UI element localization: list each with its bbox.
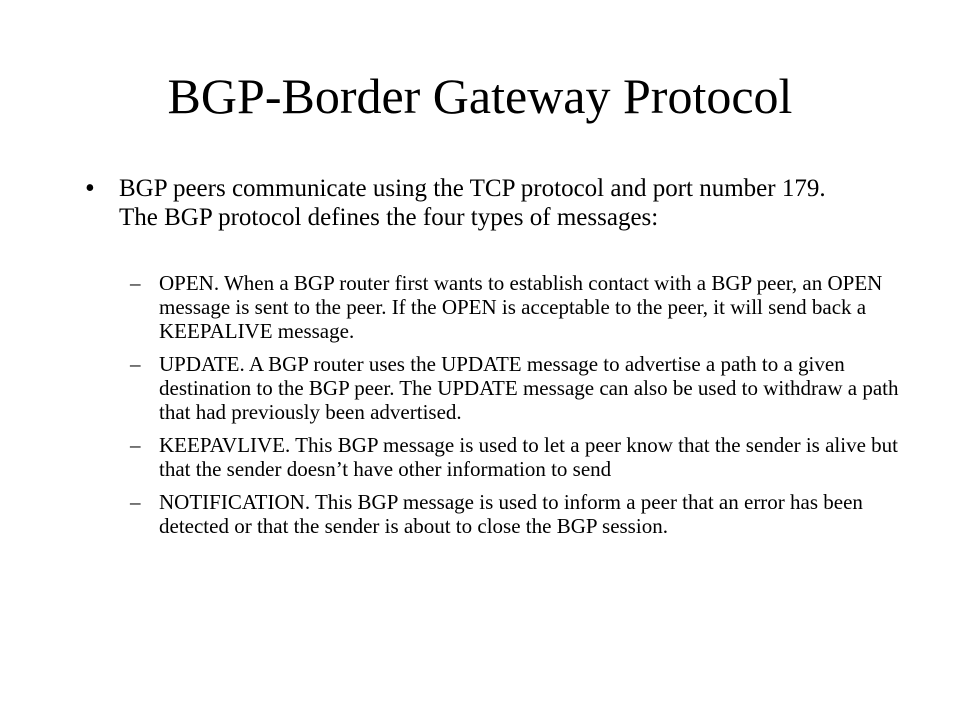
- sub-bullet-update: [130, 352, 910, 424]
- sub-bullet-list: [130, 271, 910, 547]
- sub-bullet-keepalive: [130, 433, 910, 481]
- sub-bullet-text: OPEN. When a BGP router first wants to establish contact with a BGP peer, an OPEN message is sent to the peer. If the OPEN is acceptable to the peer, it will send back a KEEPALIVE message.: [159, 271, 883, 343]
- sub-bullet-notification: [130, 490, 910, 538]
- sub-bullet-text: UPDATE. A BGP router uses the UPDATE message to advertise a path to a given destination to the BGP peer. The UPDATE message can also be used to withdraw a path that had previously been advertised.: [159, 352, 899, 424]
- slide-title: BGP-Border Gateway Protocol: [167, 68, 793, 124]
- dash-marker: –: [130, 271, 141, 295]
- dash-marker: –: [130, 352, 141, 376]
- sub-bullet-text: KEEPAVLIVE. This BGP message is used to let a peer know that the sender is alive but that the sender doesn’t have other information to send: [159, 433, 898, 481]
- main-bullet: [85, 174, 865, 232]
- sub-bullet-text: NOTIFICATION. This BGP message is used to inform a peer that an error has been detected or that the sender is about to close the BGP session.: [159, 490, 863, 538]
- bullet-text: BGP peers communicate using the TCP protocol and port number 179. The BGP protocol defines the four types of messages:: [119, 175, 826, 231]
- dash-marker: –: [130, 433, 141, 457]
- bullet-marker: •: [85, 173, 95, 204]
- sub-bullet-open: [130, 271, 910, 343]
- dash-marker: –: [130, 490, 141, 514]
